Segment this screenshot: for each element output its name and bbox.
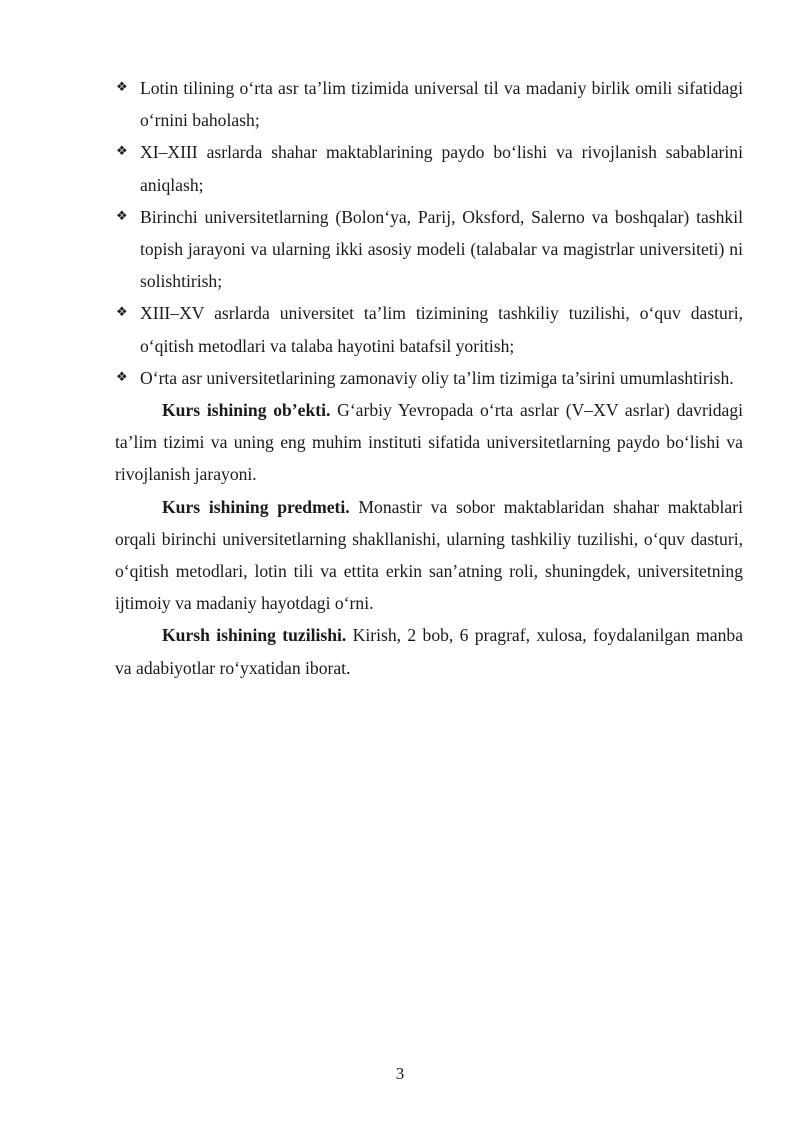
- page-content: [115, 72, 743, 684]
- diamond-bullet-icon: ❖: [116, 80, 128, 95]
- list-item-text: XIII–XV asrlarda universitet ta’lim tizimining tashkiliy tuzilishi, o‘quv dasturi, o‘qitish metodlari va talaba hayotini batafsil yoritish;: [140, 303, 743, 356]
- paragraph-text: Monastir va sobor maktablaridan shahar maktablari orqali birinchi universitetlarning shakllanishi, ularning tashkiliy tuzilishi, o‘quv dasturi, o‘qitish metodlari, lotin tili va ettita erkin san’atning roli, shuningdek, universitetning ijtimoiy va madaniy hayotdagi o‘rni.: [115, 496, 743, 614]
- list-item: [115, 72, 743, 136]
- paragraph-heading: Kursh ishining tuzilishi.: [162, 625, 347, 646]
- list-item: [115, 362, 743, 394]
- list-item-text: Lotin tilining o‘rta asr ta’lim tizimida universal til va madaniy birlik omili sifatidagi o‘rnini baholash;: [140, 78, 743, 131]
- paragraph-heading: Kurs ishining ob’ekti.: [162, 400, 331, 421]
- paragraph-heading: Kurs ishining predmeti.: [162, 496, 350, 517]
- paragraph-text: G‘arbiy Yevropada o‘rta asrlar (V–XV asrlar) davridagi ta’lim tizimi va uning eng muhim instituti sifatida universitetlarning paydo bo‘lishi va rivojlanish jarayoni.: [115, 400, 744, 485]
- list-item: [115, 136, 743, 200]
- object-paragraph: [115, 394, 743, 491]
- diamond-bullet-icon: ❖: [116, 305, 128, 321]
- diamond-bullet-icon: ❖: [116, 144, 128, 160]
- list-item-text: O‘rta asr universitetlarining zamonaviy oliy ta’lim tizimiga ta’sirini umumlashtirish.: [140, 367, 734, 388]
- structure-paragraph: [115, 619, 743, 683]
- objectives-list: [115, 72, 743, 394]
- paragraph-text: Kirish, 2 bob, 6 pragraf, xulosa, foydalanilgan manba va adabiyotlar ro‘yxatidan iborat.: [115, 625, 744, 678]
- page-number: 3: [395, 1064, 405, 1083]
- diamond-bullet-icon: ❖: [116, 208, 128, 224]
- diamond-bullet-icon: ❖: [116, 369, 128, 385]
- list-item: [115, 297, 743, 361]
- list-item-text: XI–XIII asrlarda shahar maktablarining paydo bo‘lishi va rivojlanish sabablarini aniqlash;: [140, 142, 743, 195]
- subject-paragraph: [115, 491, 743, 620]
- list-item-text: Birinchi universitetlarning (Bolon‘ya, Parij, Oksford, Salerno va boshqalar) tashkil topish jarayoni va ularning ikki asosiy modeli (talabalar va magistrlar universiteti) ni solishtirish;: [140, 206, 743, 292]
- list-item: [115, 201, 743, 298]
